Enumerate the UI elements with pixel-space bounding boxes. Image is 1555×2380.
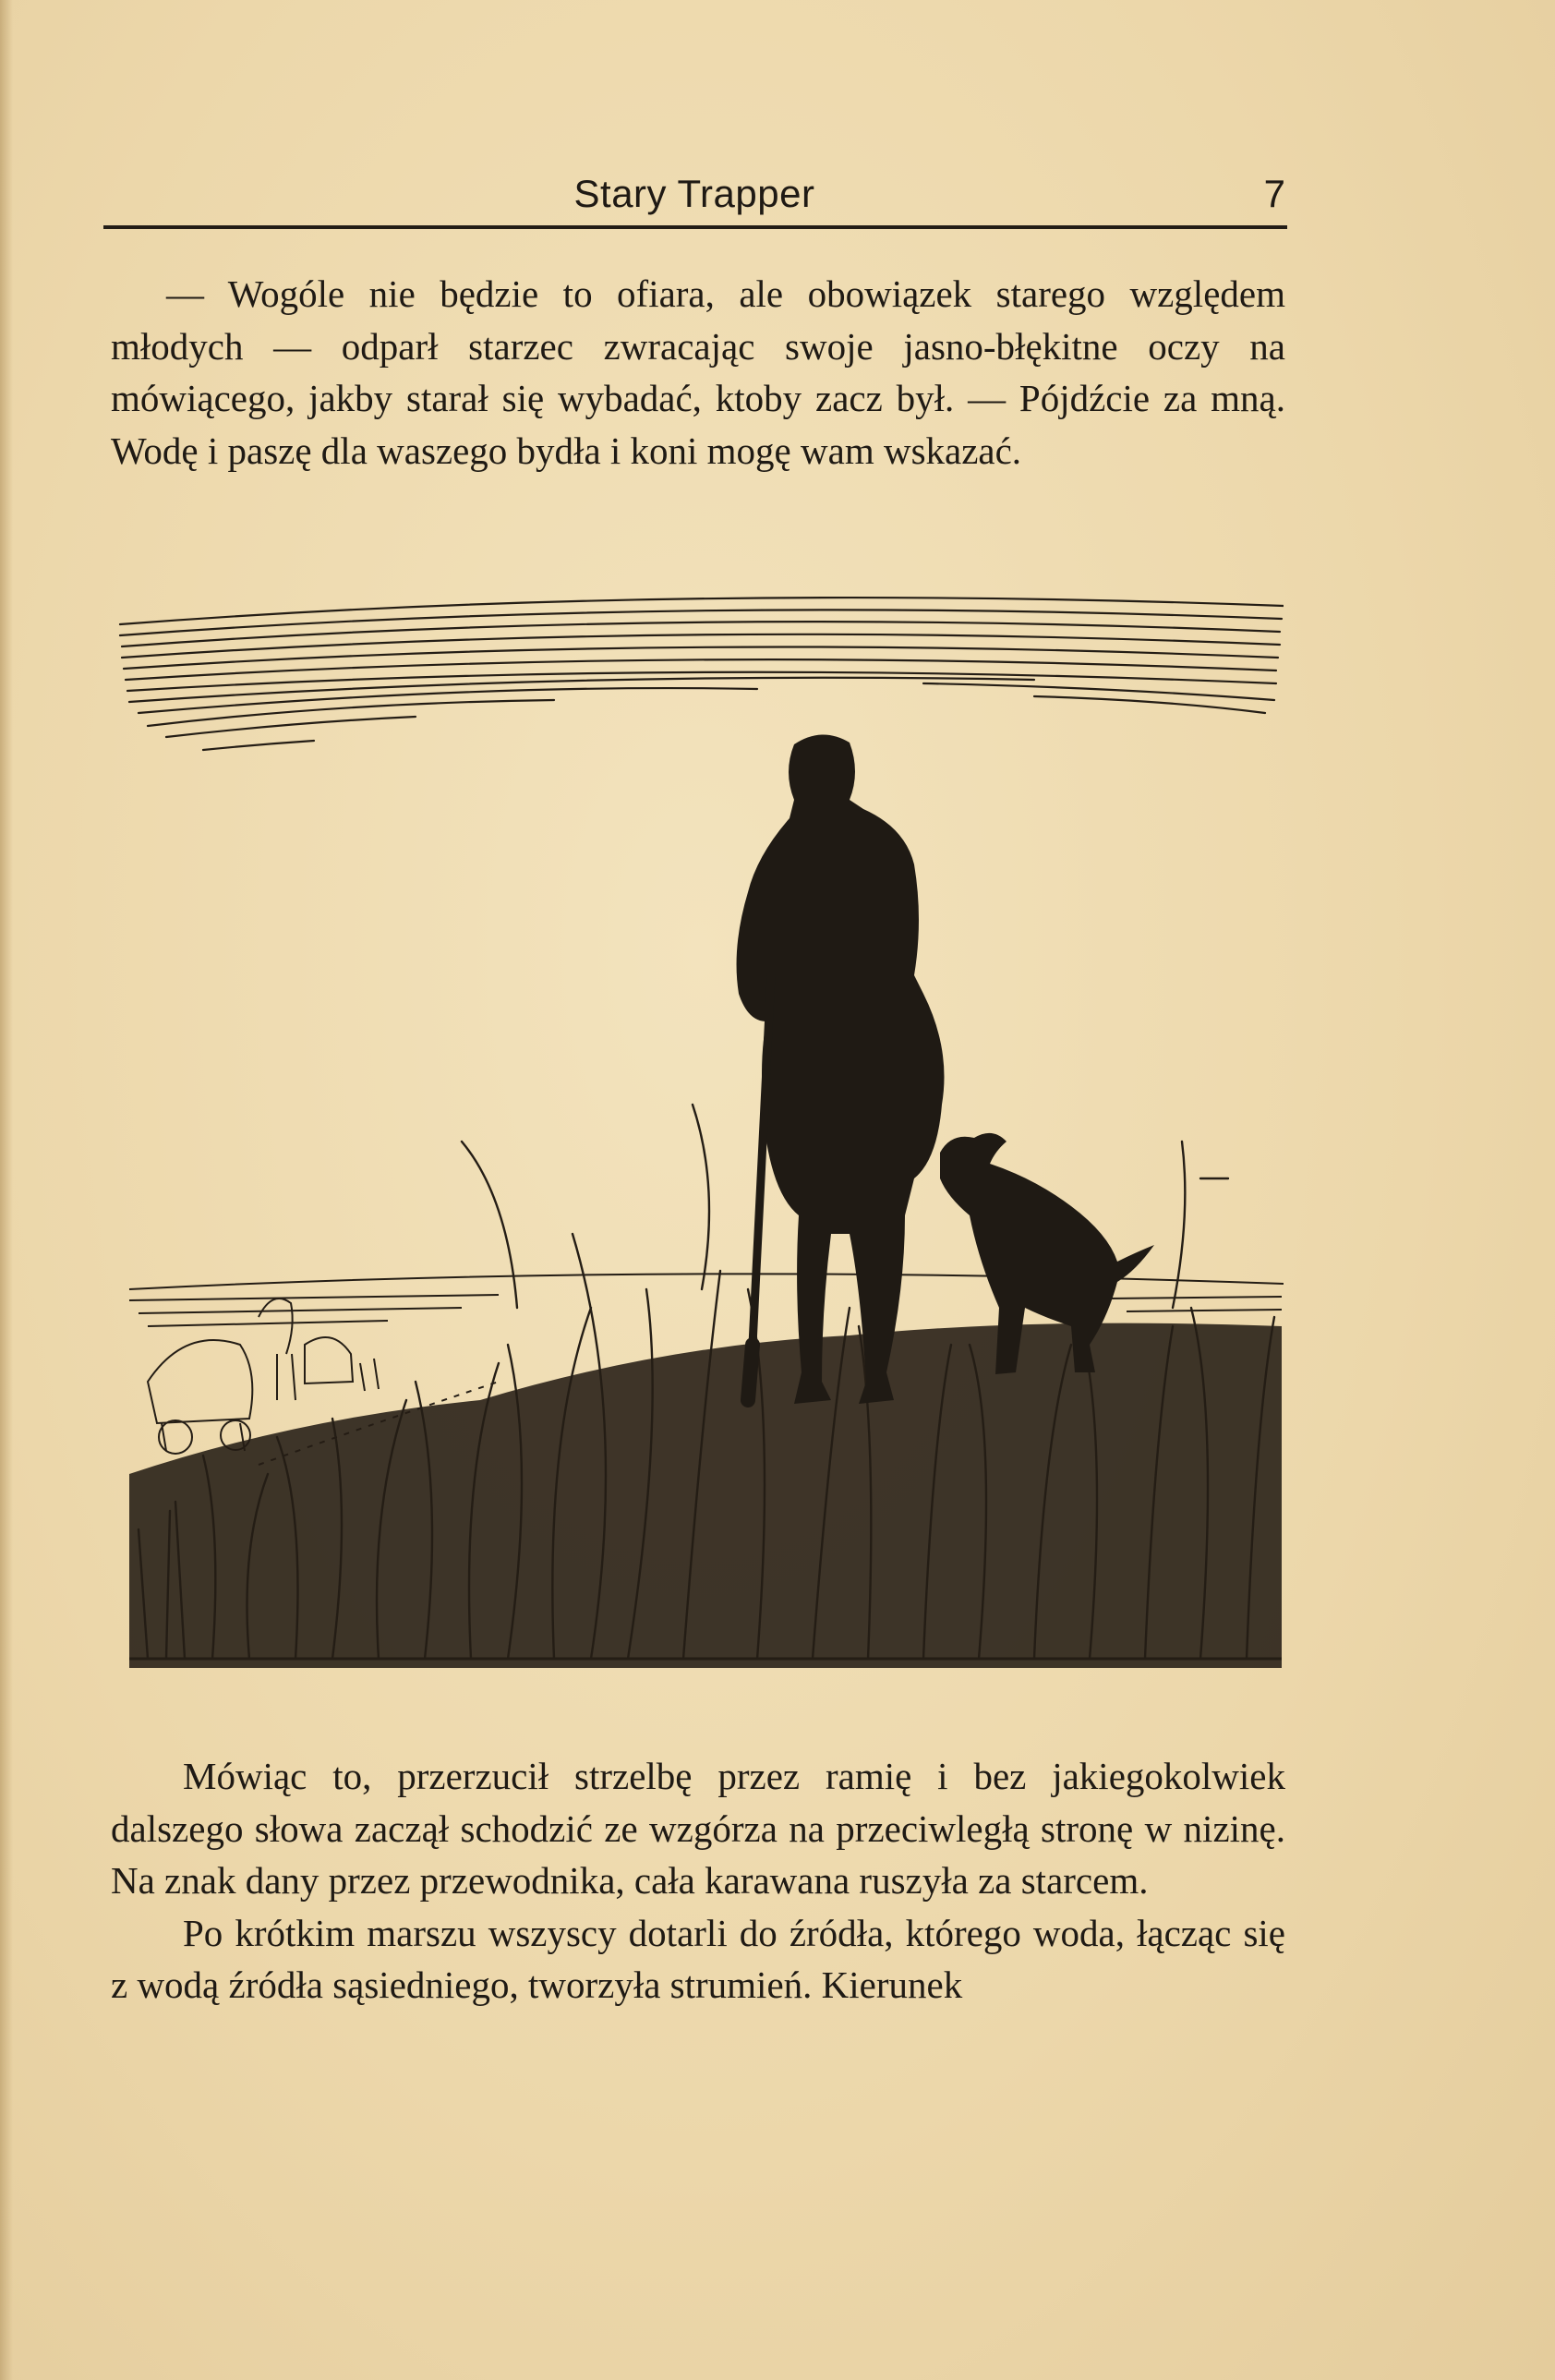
sky-hatching [120, 598, 1284, 750]
running-title: Stary Trapper [573, 172, 815, 215]
paragraph-top: — Wogóle nie będzie to ofiara, ale obowiązek starego względem młodych — odparł starzec zwracając swoje jasno-błękitne oczy na mówiącego, jakby starał się wybadać, ktoby zacz był. — Pójdźcie za mną. Wodę i paszę dla waszego bydła i koni mogę wam wskazać. [111, 272, 1285, 472]
page-header [103, 166, 1285, 222]
rifle [748, 975, 771, 1400]
header-rule [103, 225, 1287, 229]
paragraphs-bottom [111, 1750, 1285, 2012]
page-edge-shadow [0, 0, 13, 2380]
illustration-trapper-and-dog [111, 587, 1284, 1668]
foreground-grass [129, 1105, 1282, 1668]
paragraph-bottom-1: Mówiąc to, przerzucił strzelbę przez ramię i bez jakiegokolwiek dalszego słowa zaczął schodzić ze wzgórza na przeciwległą stronę w nizinę. Na znak dany przez przewodnika, cała karawana ruszyła za starcem. [111, 1755, 1285, 1902]
paragraph-bottom-2: Po krótkim marszu wszyscy dotarli do źródła, którego woda, łącząc się z wodą źródła sąsiedniego, tworzyła strumień. Kierunek [111, 1911, 1285, 2006]
page-number: 7 [1263, 172, 1285, 215]
illustration-drawing [111, 587, 1284, 1668]
